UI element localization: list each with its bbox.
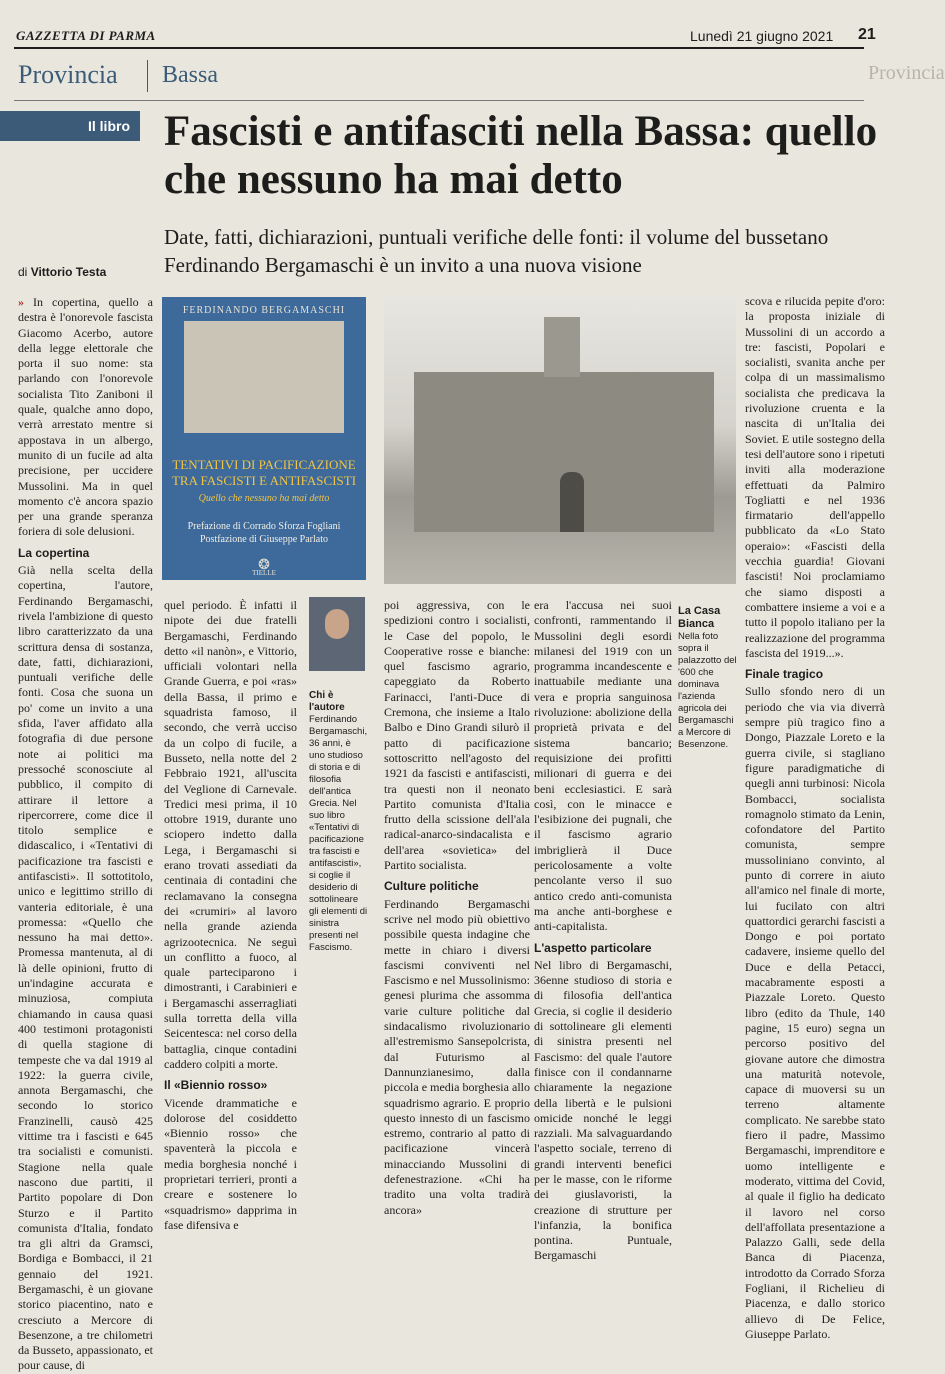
column-3-text: poi aggressiva, con le spedizioni contro i socialisti, le Case del popolo, le Cooperative rosse e bianche: quel fascismo agrario, capeggiato da Roberto Farinacci, l'anti-Duce di Cremona, che insieme a Italo Balbo e Dino Grandi silurò il patto di pacificazione sottoscritto nell'agosto del 1921 da fascisti e antifascisti, tra questi non il neonato Partito comunista d'Italia frutto della scissione dell'ala radical-anarco-sindacalista e dell'area «sovietica» del Partito socialista. <box>384 598 530 873</box>
villa-tower <box>544 317 580 377</box>
section-rule <box>14 100 864 101</box>
article-column-4 <box>534 598 672 1264</box>
villa-gate <box>560 472 584 532</box>
author-portrait <box>309 597 365 671</box>
section-title: Provincia <box>18 60 118 89</box>
author-caption-text: Ferdinando Bergamaschi, 36 anni, è uno studioso di storia e di filosofia dell'antica Grecia. Nel suo libro «Tentativi di pacificazione tra fascisti e antifascisti», si coglie il desiderio di sottolineare gli elementi di sinistra presenti nel Fascismo. <box>309 714 368 953</box>
cover-credits <box>170 520 358 546</box>
standfirst: Date, fatti, dichiarazioni, puntuali verifiche delle fonti: il volume del bussetano Ferdinando Bergamaschi è un invito a una nuova visione <box>164 225 829 277</box>
article-column-2 <box>164 598 297 1233</box>
column-5-text: scova e rilucida pepite d'oro: la proposta iniziale di Mussolini di un accordo a tre: fascisti, Popolari e socialisti, svanita anche per colpa di un massimalismo socialista che predicava la rivoluzione cruenta e la nascita di un'Italia dei Soviet. E utile sostegno della tesi dell'autore sono i ripetuti inviti alla moderazione effettuati da Palmiro Togliatti e nel 1936 firmatario dell'appello pubblicato da «Lo Stato operaio»: «Fascisti della vecchia guardia! Giovani fascisti! Noi proclamiamo che siamo disposti a combattere insieme a voi e a tutto il popolo italiano per la realizzazione del programma fascista del 1919...». <box>745 294 885 660</box>
drop-marker-icon: » <box>18 295 34 309</box>
author-caption-title: Chi è l'autore <box>309 690 345 713</box>
publisher-name: TIELLE <box>252 569 276 577</box>
byline-author: Vittorio Testa <box>30 265 107 279</box>
bleed-through-text: Provincia <box>868 62 945 84</box>
book-cover <box>162 297 366 580</box>
headline: Fascisti e antifasciti nella Bassa: quello che nessuno ha mai detto <box>164 108 878 203</box>
column-2b-text: Vicende drammatiche e dolorose del cosiddetto «Biennio rosso» che spaventerà la piccola e media borghesia nonché i proprietari terrieri, pronti a creare e sostenere lo «squadrismo» dapprima in fase difensiva e <box>164 1095 297 1232</box>
cover-postface: Postfazione di Giuseppe Parlato <box>199 534 329 545</box>
photo-caption-title: La Casa Bianca <box>678 605 721 630</box>
newspaper-name: GAZZETTA DI PARMA <box>16 28 156 43</box>
column-4-text: era l'accusa nei suoi confronti, rammentando il Mussolini degli esordi milanesi del 1919 con un programma incandescente e inattuabile mediante una vera e propria sanguinosa rivoluzione: abolizione della proprietà privata e del sistema bancario; requisizione dei profitti milionari di guerra e dei beni ecclesiastici. E sarà così, con le minacce e l'esibizione dei pugnali, che il fascismo agrario imbriglierà il Duce pericolosamente a volte pencolante verso il suo antico credo anti-comunista ma anche anti-borghese e anti-capitalista. <box>534 598 672 934</box>
article-column-1 <box>18 295 153 1374</box>
subhead-finale-tragico: Finale tragico <box>745 667 824 682</box>
column-4b-text: Nel libro di Bergamaschi, 36enne studioso di storia e di filosofia dell'antica Grecia, si coglie il desiderio di sottolineare gli elementi di sinistra presenti nel Fascismo: del quale l'autore finisce con il condannarne chiaramente la negazione della libertà e le pulsioni omicide nonché le leggi razziali. Ma salvaguardando l'aspetto sociale, terreno di grandi interventi benefici per le masse, con le riforme dei giuslavoristi, la creazione di strutture per l'infanzia, la bonifica pontina. Puntuale, Bergamaschi <box>534 957 672 1263</box>
subhead-aspetto-particolare: L'aspetto particolare <box>534 940 652 955</box>
subhead-biennio-rosso: Il «Biennio rosso» <box>164 1078 268 1093</box>
subsection-title: Bassa <box>162 62 218 88</box>
column-1-text: Già nella scelta della copertina, l'autore, Ferdinando Bergamaschi, rivela l'ambizione di questo libro caratterizzato da una scrittura densa di sostanza, date, fatti, dichiarazioni, puntuali verifiche delle fonti. Cosa che suona un po' come un invito a una sfida, l'aver affidato alla fotografia di due persone note ai politici ma pressoché sconosciute al pubblico, il compito di attirare il lettore a ripercorrere, come dice il titolo semplice e didascalico, i «Tentativi di pacificazione tra fascisti e antifascisti». Il sottotitolo, unico e legittimo strillo di vanteria editoriale, è una promessa: «Quello che nessuno ha mai detto». Promessa mantenuta, al di là delle opinioni, frutto di un'indagine accurata e minuziosa, compiuta chiamando in causa quasi 400 testimoni protagonisti di quella stagione di tempeste che va dal 1919 al 1922: la guerra civile, annota Bergamaschi, che secondo lo storico Franzinelli, causò 425 vittime tra i fascisti e 645 tra socialisti e comunisti. Stagione nella quale nascono due partiti, il Partito popolare di Don Sturzo e il Partito comunista d'Italia, fondato tra gli altri da Gramsci, Bordiga e Bombacci, il 21 gennaio del 1921. Bergamaschi, è un giovane storico piacentino, nato e cresciuto a Mercore di Besenzone, a tre chilometri da Busseto, appassionato, et pour cause, di <box>18 563 153 1373</box>
cover-preface: Prefazione di Corrado Sforza Fogliani <box>187 521 341 532</box>
subhead-copertina: La copertina <box>18 545 90 560</box>
author-face <box>325 609 349 639</box>
issue-date: Lunedì 21 giugno 2021 <box>690 28 834 44</box>
article-column-3 <box>384 598 530 1218</box>
subhead-culture-politiche: Culture politiche <box>384 879 479 894</box>
intro-text: In copertina, quello a destra è l'onorevole fascista Giacomo Acerbo, autore della legge elettorale che porta il suo nome: sta parlando con l'onorevole socialista Tito Zaniboni il quale, qualche anno dopo, verrà arrestato mentre si appostava in un albergo, munito di un fucile ad alta precisione, per uccidere Mussolini. Ma in quel momento c'è ancora spazio per una grande speranza foriera di sole delusioni. <box>18 295 153 539</box>
photo-caption-text: Nella foto sopra il palazzotto del '600 che dominava l'azienda agricola dei Bergamaschi a Mercore di Besenzone. <box>678 631 737 750</box>
column-2-text: quel periodo. È infatti il nipote dei due fratelli Bergamaschi, Ferdinando detto «il nanòn», e Vittorio, ufficiali volontari nella Grande Guerra, e poi «ras» della Bassa, il primo e squadrista famoso, il secondo, che verrà ucciso da un colpo di fucile, a Busseto, nella notte del 2 Febbraio 1921, all'uscita del Veglione di Carnevale. Tredici mesi prima, il 10 ottobre 1919, durante uno sciopero indetto dalla Lega, i Bergamaschi si erano trovati assediati da centinaia di contadini che reclamavano la consegna dei «crumiri» al lavoro nella grande azienda agrizootecnica. Ne seguì un conflitto a fuoco, al quale parteciparono i dimostranti, i Carabinieri e i Bergamaschi asserragliati sulla torretta della villa Seicentesca: nel corso della battaglia, cinque contadini caddero colpiti a morte. <box>164 598 297 1071</box>
page-number: 21 <box>858 26 876 43</box>
cover-photo <box>184 321 344 433</box>
author-caption <box>309 690 369 954</box>
byline-prefix: di <box>18 265 28 279</box>
villa-photo <box>384 297 736 584</box>
column-3b-text: Ferdinando Bergamaschi scrive nel modo più obiettivo possibile questa indagine che mette in chiaro i diversi fascismi conviventi nel Fascismo e nel Mussolinismo: genesi plurima che assomma varie culture politiche dal sindacalismo rivoluzionario all'estremismo Sansepolcrista, dal Futurismo al Dannunzianesimo, dalla piccola e media borghesia allo squadrismo agrario. E proprio questo innesto di un fascismo estremo, contrario al patto di pacificazione vincerà minacciando Mussolini di defenestrazione. «Chi ha tradito una volta tradirà ancora» <box>384 896 530 1217</box>
cover-title: TENTATIVI DI PACIFICAZIONE TRA FASCISTI E ANTIFASCISTI <box>171 457 357 488</box>
article-column-5 <box>745 294 885 1342</box>
photo-caption <box>678 605 740 751</box>
masthead-rule <box>14 47 864 49</box>
byline <box>18 265 106 279</box>
column-5b-text: Sullo sfondo nero di un periodo che via via diverrà sempre più tragico fino a Dongo, Piazzale Loreto e la guerra civile, si stagliano figure paradigmatiche di quegli anni turbinosi: Nicola Bombacci, socialista romagnolo stimato da Lenin, cofondatore del Partito comunista, sempre mussoliniano convinto, al punto di correre in aiuto all'amico nel finale di morte, lui fucilato con altri quattordici gerarchi fascisti a Dongo e poi portato cadavere, insieme quello del Duce e della Petacci, macabramente esposti a Piazzale Loreto. Questo libro (edito da Thule, 140 pagine, 15 euro) segna un percorso positivo del giovane autore che dimostra una maturità notevole, capace di muoversi su un terreno altamente complicato. Ne sarebbe stato fiero il padre, Massimo Bergamaschi, imprenditore e uomo intelligente e moderato, vittima del Covid, al quale il figlio ha dedicato il lavoro nel corso dell'affollata presentazione a Palazzo Galli, sede della Banca di Piacenza, introdotto da Corrado Sforza Fogliani, il Richelieu di Piacenza, e dallo storico allievo di De Felice, Giuseppe Parlato. <box>745 684 885 1341</box>
kicker-tag: Il libro <box>0 111 140 141</box>
publisher-logo-icon: ❂ <box>258 558 270 573</box>
cover-subtitle: Quello che nessuno ha mai detto <box>198 493 330 504</box>
cover-author: FERDINANDO BERGAMASCHI <box>182 305 346 316</box>
section-divider <box>147 60 148 92</box>
